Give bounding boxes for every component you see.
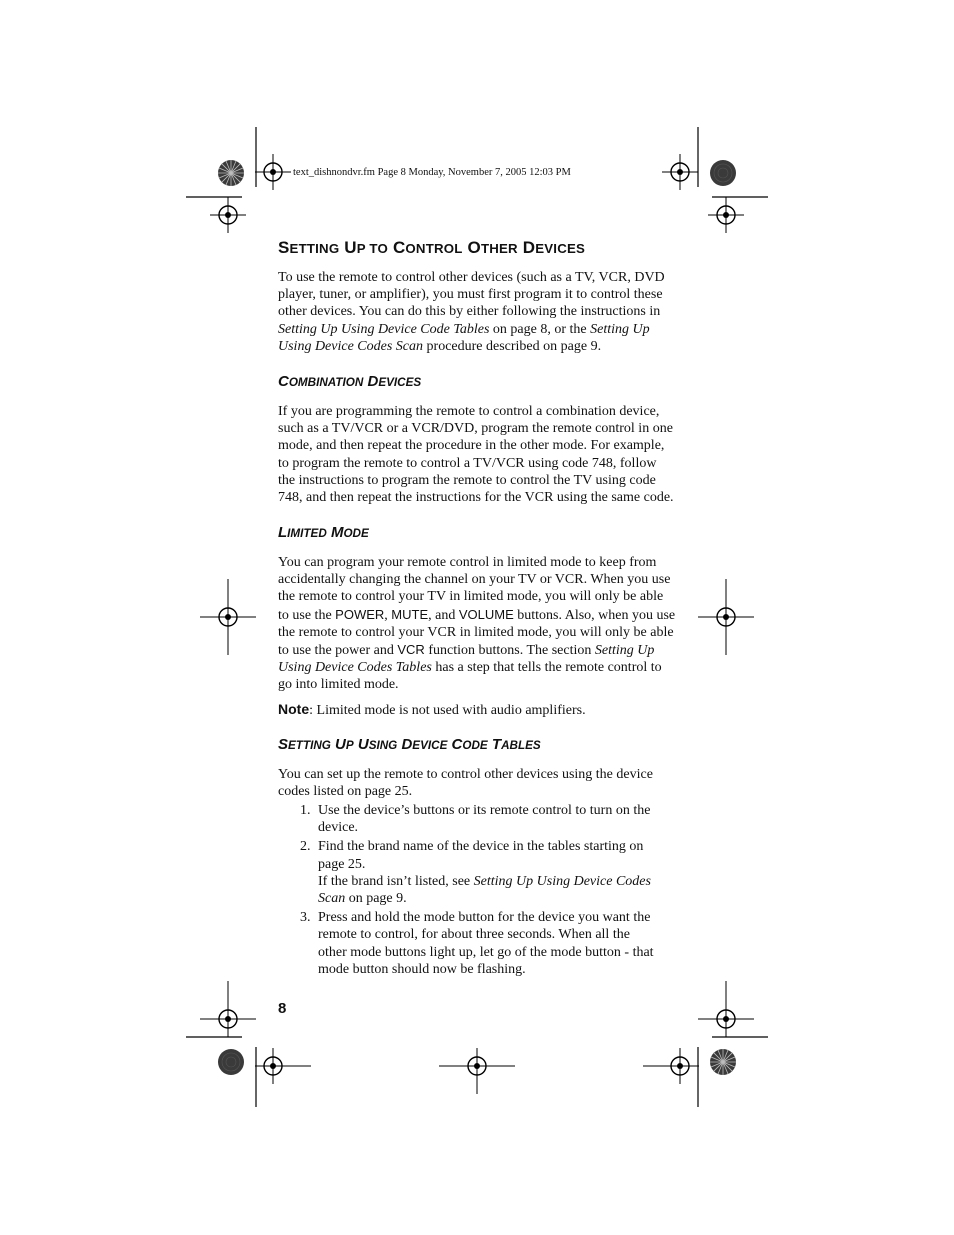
registration-target-icon [643, 1038, 699, 1094]
list-item: 1. Use the device’s buttons or its remote control to turn on the device. [300, 803, 651, 836]
starburst-mark-icon [709, 1048, 737, 1076]
registration-target-icon [255, 1038, 311, 1094]
section-heading-setting-up-control: SETTING UP TO CONTROL OTHER DEVICES [278, 238, 586, 257]
registration-target-icon [708, 197, 744, 233]
registration-target-icon [210, 197, 246, 233]
note-paragraph: Note: Limited mode is not used with audio amplifiers. [278, 701, 586, 718]
list-item: 2. Find the brand name of the device in the tables starting on page 25. If the brand isn’t listed, see Setting Up Using Device Codes Scan on page 9. [300, 839, 651, 907]
page-number: 8 [278, 1000, 287, 1017]
list-item: 3. Press and hold the mode button for the device you want the remote to control, for about three seconds. When all the other mode buttons light up, let go of the mode button - that mode button should now be flashing. [300, 910, 654, 977]
setup-steps-list [278, 802, 658, 980]
setup-intro-paragraph: You can set up the remote to control other devices using the device codes listed on page 25. [278, 767, 653, 800]
section-heading-setting-up-device-code-tables: SETTING UP USING DEVICE CODE TABLES [278, 736, 541, 753]
intro-paragraph: To use the remote to control other devices (such as a TV, VCR, DVD player, tuner, or amplifier), you must first program it to control these other devices. You can do this by either following the instructions in Setting Up Using Device Code Tables on page 8, or the Setting Up Using Device Codes Scan procedure described on page 9. [278, 270, 665, 354]
combination-paragraph: If you are programming the remote to control a combination device, such as a TV/VCR or a VCR/DVD, program the remote control in one mode, and then repeat the procedure in the other mode. For example, to program the remote to control a TV/VCR using code 748, follow the instructions to program the remote to control the TV using code 748, and then repeat the instructions for the VCR using the same code. [278, 404, 674, 506]
starburst-mark-icon [217, 159, 245, 187]
registration-target-icon [698, 981, 754, 1057]
limited-mode-paragraph: You can program your remote control in limited mode to keep from accidentally changing the channel on your TV or VCR. When you use the remote to control your TV in limited mode, you will only be able to use the POWER, MUTE, and VOLUME buttons. Also, when you use the remote to control your VCR in limited mode, you will only be able to use the power and VCR function buttons. The section Setting Up Using Device Codes Tables has a step that tells the remote control to go into limited mode. [278, 555, 676, 693]
section-heading-limited-mode: LIMITED MODE [278, 524, 369, 541]
registration-target-icon [698, 579, 754, 655]
note-label: Note [278, 701, 310, 717]
starburst-mark-icon [217, 1048, 245, 1076]
file-slug: text_dishnondvr.fm Page 8 Monday, November 7, 2005 12:03 PM [293, 167, 571, 178]
starburst-mark-icon [709, 159, 737, 187]
registration-target-icon [200, 981, 256, 1057]
registration-target-icon [200, 579, 256, 655]
registration-target-icon [439, 1038, 515, 1094]
registration-target-icon [662, 154, 698, 190]
section-heading-combination-devices: COMBINATION DEVICES [278, 373, 422, 390]
registration-target-icon [255, 154, 291, 190]
